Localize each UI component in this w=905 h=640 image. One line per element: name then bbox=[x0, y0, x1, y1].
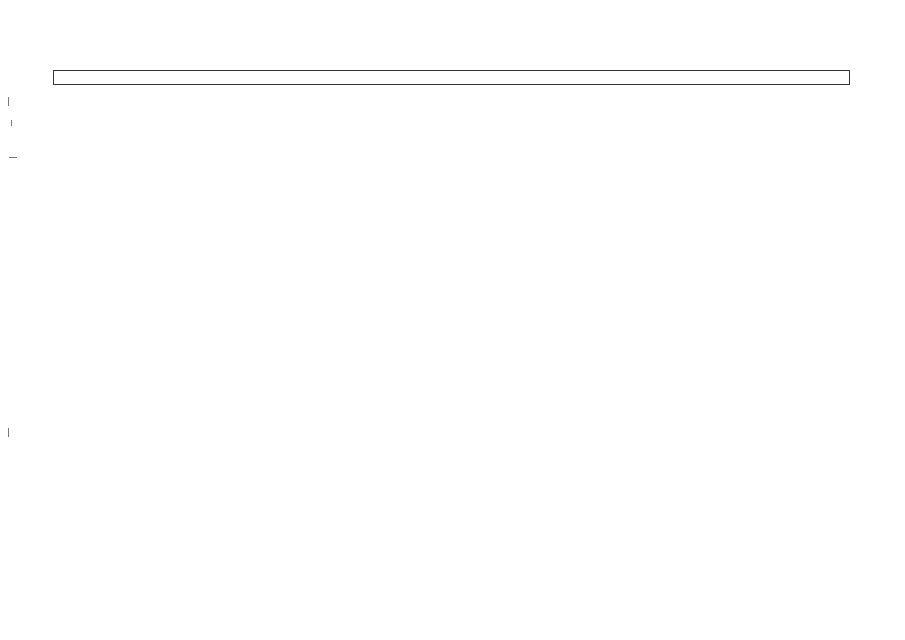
scan-mark bbox=[11, 120, 12, 126]
scan-mark bbox=[8, 428, 9, 437]
table-header bbox=[53, 70, 850, 85]
scan-mark bbox=[9, 157, 17, 158]
scan-mark bbox=[8, 97, 9, 106]
